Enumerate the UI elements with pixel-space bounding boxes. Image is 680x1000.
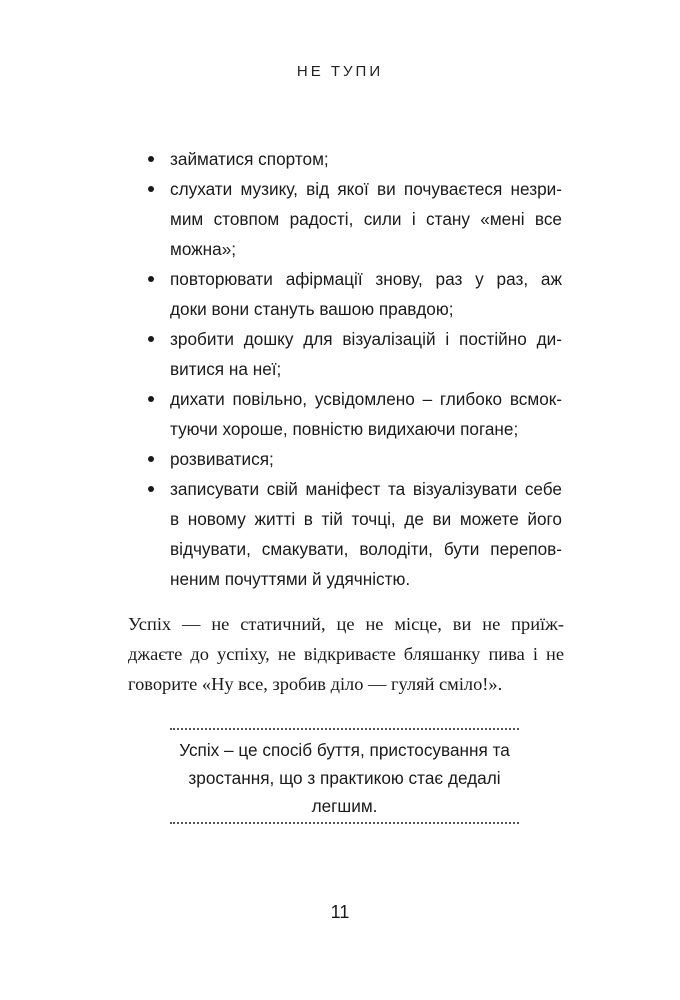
list-item: [148, 264, 562, 324]
bullet-icon: [148, 276, 154, 282]
bullet-icon: [148, 396, 154, 402]
bullet-icon: [148, 186, 154, 192]
pull-quote-text: [170, 736, 519, 820]
list-item-line: дихати повільно, усвідомлено – глибоко всмок-: [170, 389, 562, 409]
list-item-line: зробити дошку для візуалізацій і постійно ди-: [170, 329, 562, 349]
paragraph-line: Успіх — не статичний, це не місце, ви не приїж-: [128, 614, 564, 634]
list-item: [148, 444, 562, 474]
list-item-line: повторювати афірмації знову, раз у раз, аж: [170, 269, 562, 289]
paragraph-line: джаєте до успіху, не відкриваєте бляшанку пива і не: [128, 644, 564, 664]
bullet-icon: [148, 336, 154, 342]
bullet-icon: [148, 156, 154, 162]
list-item-line: займатися спортом;: [170, 149, 329, 169]
list-item-line: мим стовпом радості, сили і стану «мені все: [170, 209, 562, 229]
list-item: [148, 384, 562, 444]
list-item-line: витися на неї;: [170, 359, 282, 379]
list-item-line: в новому житті в тій точці, де ви можете його: [170, 509, 562, 529]
bullet-list: [148, 144, 562, 594]
dotted-divider: [170, 728, 519, 730]
list-item-line: доки вони стануть вашою правдою;: [170, 299, 454, 319]
list-item: [148, 144, 562, 174]
list-item-line: записувати свій маніфест та візуалізувати себе: [170, 479, 562, 499]
list-item-line: слухати музику, від якої ви почуваєтеся незри-: [170, 179, 562, 199]
list-item-line: можна»;: [170, 239, 237, 259]
bullet-icon: [148, 486, 154, 492]
pull-quote-line: Успіх – це спосіб буття, пристосування та: [179, 740, 510, 760]
list-item-line: розвиватися;: [170, 449, 274, 469]
list-item-line: відчувати, смакувати, володіти, бути перепов-: [170, 539, 562, 559]
list-item: [148, 324, 562, 384]
pull-quote: [170, 728, 519, 824]
dotted-divider: [170, 822, 519, 824]
page-number: 11: [330, 902, 350, 922]
list-item: [148, 174, 562, 264]
running-head: НЕ ТУПИ: [296, 63, 384, 80]
pull-quote-line: легшим.: [311, 796, 378, 816]
list-item-line: туючи хороше, повністю видихаючи погане;: [170, 419, 519, 439]
body-paragraph: [128, 609, 564, 699]
bullet-icon: [148, 456, 154, 462]
list-item: [148, 474, 562, 594]
pull-quote-line: зростання, що з практикою стає дедалі: [188, 768, 501, 788]
list-item-line: неним почуттями й удячністю.: [170, 569, 411, 589]
paragraph-line: говорите «Ну все, зробив діло — гуляй сміло!».: [128, 674, 503, 694]
